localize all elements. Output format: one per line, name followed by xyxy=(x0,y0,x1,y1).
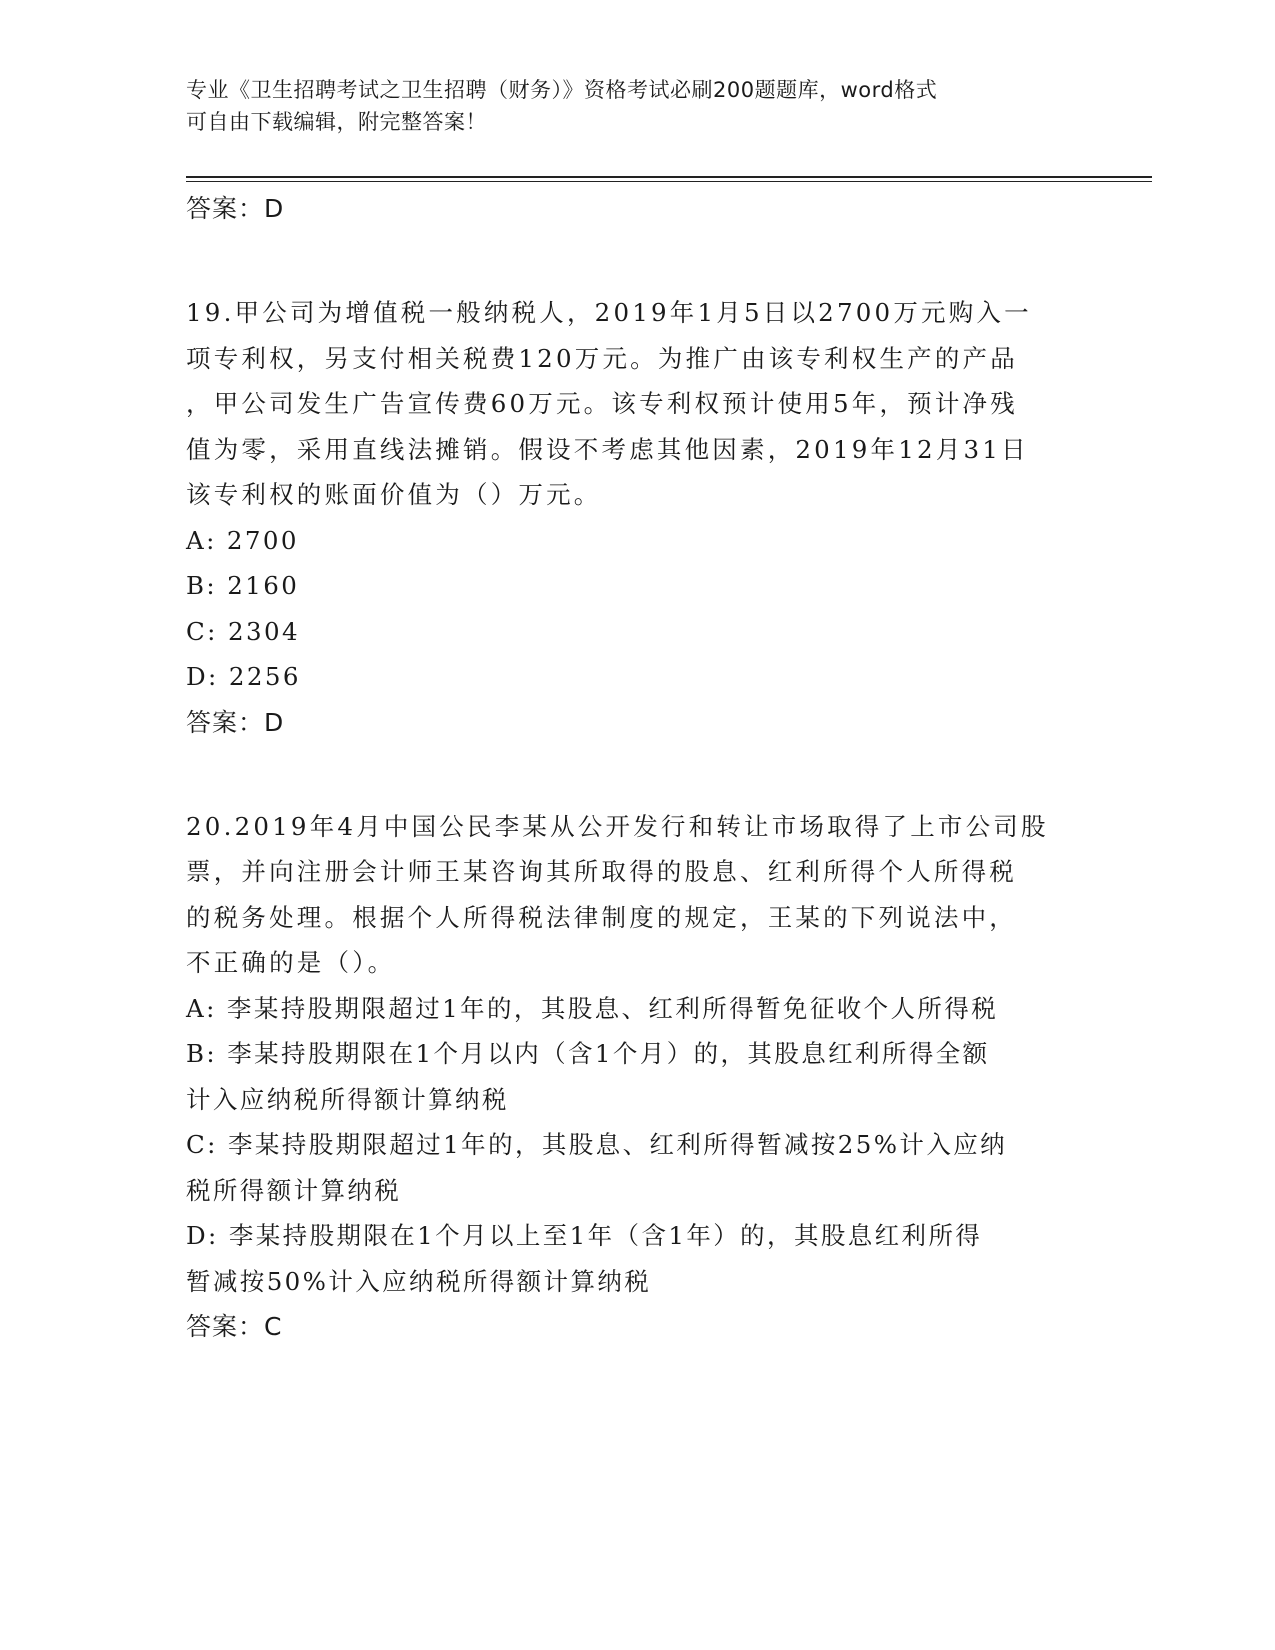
question-line: 项专利权，另支付相关税费120万元。为推广由该专利权生产的产品 xyxy=(186,343,1018,373)
question-19 xyxy=(186,290,1086,746)
header-divider-thick xyxy=(186,176,1152,178)
previous-answer: 答案：D xyxy=(186,194,285,223)
question-line: 的税务处理。根据个人所得税法律制度的规定，王某的下列说法中， xyxy=(186,902,1017,932)
question-20 xyxy=(186,804,1086,1351)
option-c-continued: 税所得额计算纳税 xyxy=(186,1175,402,1205)
option-a: A: 李某持股期限超过1年的，其股息、红利所得暂免征收个人所得税 xyxy=(186,993,999,1023)
page-header xyxy=(186,74,1066,138)
answer: 答案：C xyxy=(186,1312,283,1341)
page-content xyxy=(186,186,1086,1350)
answer: 答案：D xyxy=(186,707,285,737)
option-d: D: 李某持股期限在1个月以上至1年（含1年）的，其股息红利所得 xyxy=(186,1221,983,1250)
header-line-1: 专业《卫生招聘考试之卫生招聘（财务）》资格考试必刷200题题库，word格式 xyxy=(186,78,938,102)
question-line: ，甲公司发生广告宣传费60万元。该专利权预计使用5年，预计净残 xyxy=(186,389,1018,418)
option-c: C: 李某持股期限超过1年的，其股息、红利所得暂减按25%计入应纳 xyxy=(186,1130,1008,1159)
question-line: 值为零，采用直线法摊销。假设不考虑其他因素，2019年12月31日 xyxy=(186,434,1029,464)
header-line-2: 可自由下载编辑，附完整答案！ xyxy=(186,110,487,134)
option-d: D: 2256 xyxy=(186,662,301,691)
question-line: 20.2019年4月中国公民李某从公开发行和转让市场取得了上市公司股 xyxy=(186,811,1049,841)
option-a: A: 2700 xyxy=(186,525,299,555)
option-b-continued: 计入应纳税所得额计算纳税 xyxy=(186,1084,509,1114)
question-line: 票，并向注册会计师王某咨询其所取得的股息、红利所得个人所得税 xyxy=(186,857,1017,886)
spacer xyxy=(186,746,1086,804)
option-d-continued: 暂减按50%计入应纳税所得额计算纳税 xyxy=(186,1266,652,1296)
option-b: B: 李某持股期限在1个月以内（含1个月）的，其股息红利所得全额 xyxy=(186,1039,990,1068)
header-divider-thin xyxy=(186,181,1152,182)
option-b: B: 2160 xyxy=(186,571,300,600)
spacer xyxy=(186,232,1086,290)
question-line: 19.甲公司为增值税一般纳税人，2019年1月5日以2700万元购入一 xyxy=(186,298,1032,327)
question-line: 不正确的是（）。 xyxy=(186,948,396,977)
option-c: C: 2304 xyxy=(186,616,300,646)
question-line: 该专利权的账面价值为（）万元。 xyxy=(186,480,602,509)
